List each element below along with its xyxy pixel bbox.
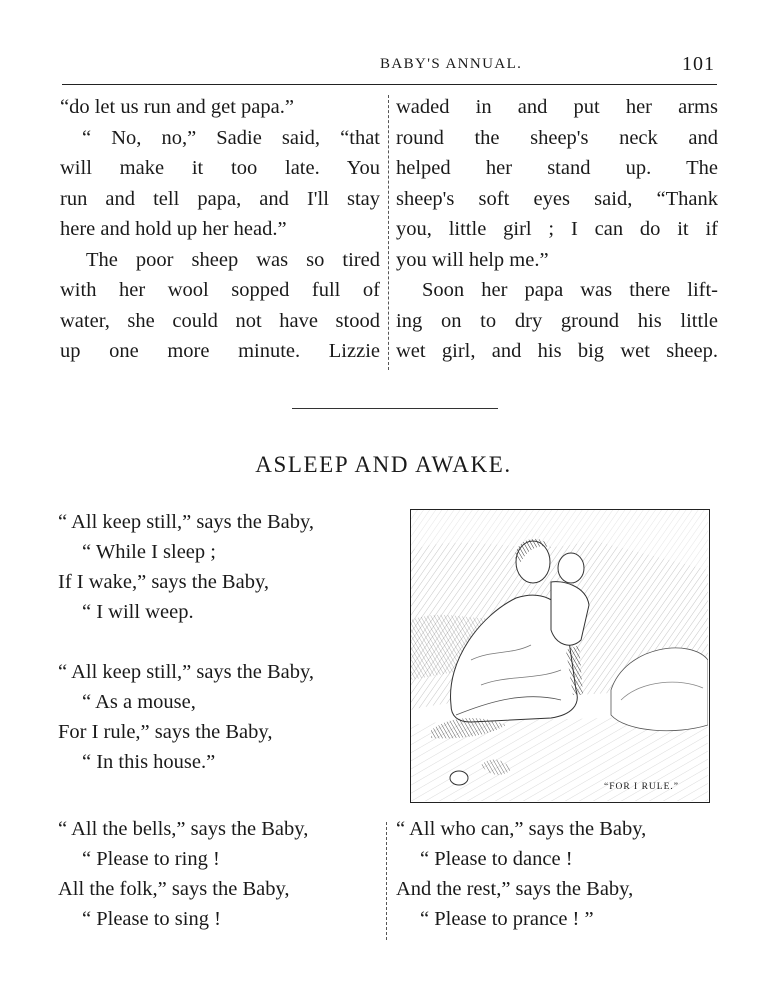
text-line: round the sheep's neck and [396,126,718,149]
poem-line: “ While I sleep ; [82,541,216,563]
poem-line: And the rest,” says the Baby, [396,878,634,900]
poem-line: “ In this house.” [82,751,216,773]
poem-left [58,507,314,807]
poem-line: “ Please to dance ! [420,848,573,870]
poem-line: All the folk,” says the Baby, [58,878,290,900]
header-rule [62,84,717,85]
poem-line: “ As a mouse, [82,691,196,713]
poem-line: “ Please to ring ! [82,848,220,870]
section-divider [292,408,498,409]
poem-line: If I wake,” says the Baby, [58,571,269,593]
poem-line: For I rule,” says the Baby, [58,721,273,743]
poem-stanza [58,657,314,777]
text-line: wet girl, and his big wet sheep. [396,340,718,362]
text-line: run and tell papa, and I'll stay [60,187,380,210]
poem-line: “ All keep still,” says the Baby, [58,661,315,683]
text-line: you, little girl ; I can do it if [396,218,718,240]
text-line: waded in and put her arms [396,96,718,118]
text-line: “ No, no,” Sadie said, “that [82,126,380,149]
poem-line: “ All the bells,” says the Baby, [58,818,309,840]
illustration-caption: “FOR I RULE.” [603,782,679,792]
poem-line: “ I will weep. [82,601,194,623]
text-line: Soon her papa was there lift- [422,279,718,301]
story-left-column [60,92,380,367]
text-line: “do let us run and get papa.” [60,96,294,118]
poem-title: ASLEEP AND AWAKE. [255,452,512,477]
text-line: sheep's soft eyes said, “Thank [396,187,718,210]
mother-and-baby-engraving [411,510,708,801]
column-divider [388,95,389,370]
text-line: with her wool sopped full of [60,279,380,301]
poem-line: “ All who can,” says the Baby, [396,818,647,840]
poem-stanza [58,507,314,627]
text-line: will make it too late. You [60,157,380,179]
text-line: ing on to dry ground his little [396,309,718,332]
text-line: up one more minute. Lizzie [60,340,380,362]
text-line: here and hold up her head.” [60,218,287,240]
text-line: you will help me.” [396,248,549,271]
poem-line: “ All keep still,” says the Baby, [58,511,315,533]
running-title: BABY'S ANNUAL. [380,56,523,72]
poem-line: “ Please to prance ! ” [420,908,594,930]
page-number: 101 [682,53,715,75]
column-divider [386,822,387,940]
story-right-column [396,92,718,367]
poem-bottom-right [396,814,646,934]
poem-line: “ Please to sing ! [82,908,221,930]
running-header [62,53,717,84]
poem-bottom-left [58,814,308,934]
engraving-illustration [410,509,710,803]
text-line: The poor sheep was so tired [86,248,380,271]
text-line: water, she could not have stood [60,309,380,332]
text-line: helped her stand up. The [396,157,718,179]
